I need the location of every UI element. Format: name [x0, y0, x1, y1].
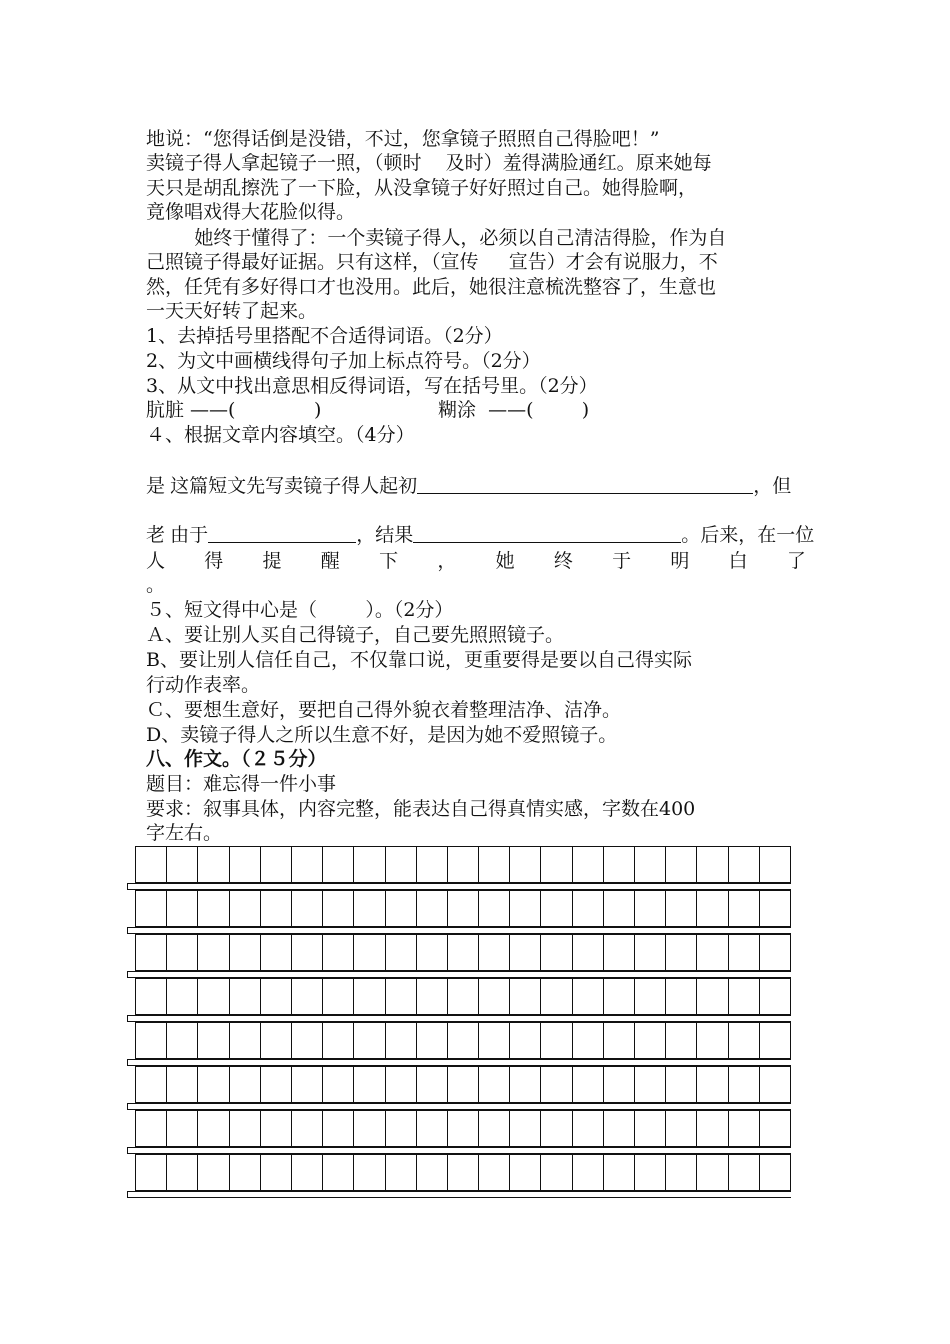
grid-cell[interactable]	[729, 1067, 760, 1103]
grid-cell[interactable]	[261, 847, 292, 883]
grid-cell[interactable]	[292, 1023, 323, 1059]
grid-cell[interactable]	[230, 935, 261, 971]
grid-cell[interactable]	[417, 1155, 448, 1191]
grid-cell[interactable]	[167, 1155, 198, 1191]
grid-cell[interactable]	[354, 1111, 385, 1147]
grid-cells	[135, 1154, 791, 1191]
grid-cell[interactable]	[323, 847, 354, 883]
grid-cell[interactable]	[198, 1023, 229, 1059]
grid-cell[interactable]	[666, 847, 697, 883]
spread-char: ，	[437, 550, 457, 572]
grid-cell[interactable]	[136, 1067, 167, 1103]
grid-cell[interactable]	[697, 935, 728, 971]
grid-cell[interactable]	[697, 1155, 728, 1191]
grid-cell[interactable]	[261, 891, 292, 927]
spread-char: 她	[495, 550, 515, 572]
antonym-item-2: 糊涂 ——( )	[438, 399, 590, 421]
spread-char: 人	[146, 550, 166, 572]
grid-cell[interactable]	[729, 935, 760, 971]
grid-cell[interactable]	[292, 891, 323, 927]
grid-cell[interactable]	[230, 1155, 261, 1191]
grid-cell[interactable]	[573, 979, 604, 1015]
grid-cell[interactable]	[198, 1111, 229, 1147]
grid-cell[interactable]	[760, 1067, 791, 1103]
grid-cell[interactable]	[167, 1067, 198, 1103]
grid-cell[interactable]	[323, 935, 354, 971]
grid-cell[interactable]	[541, 1023, 572, 1059]
grid-cell[interactable]	[729, 1155, 760, 1191]
grid-cell[interactable]	[604, 935, 635, 971]
spread-char: 终	[553, 550, 573, 572]
grid-cell[interactable]	[448, 979, 479, 1015]
spread-char: 得	[204, 550, 224, 572]
grid-cell[interactable]	[261, 935, 292, 971]
question-2: 2、为文中画横线得句子加上标点符号。（2分）	[146, 350, 541, 372]
grid-cell[interactable]	[760, 1023, 791, 1059]
fill-text: 是	[146, 475, 166, 497]
answer-blank[interactable]	[417, 475, 753, 494]
grid-cell[interactable]	[136, 979, 167, 1015]
grid-cell[interactable]	[354, 1067, 385, 1103]
question-4: ４、根据文章内容填空。（4分）	[146, 424, 415, 446]
passage-line: 卖镜子得人拿起镜子一照，（顿时 及时）羞得满脸通红。原来她每	[146, 152, 712, 174]
option-c: Ｃ、要想生意好，要把自己得外貌衣着整理洁净、洁净。	[146, 699, 622, 721]
row-divider	[127, 971, 791, 978]
grid-cell[interactable]	[697, 1111, 728, 1147]
grid-cell[interactable]	[604, 1023, 635, 1059]
option-b: B、要让别人信任自己，不仅靠口说，更重要得是要以自己得实际	[146, 649, 692, 671]
grid-cell[interactable]	[479, 935, 510, 971]
grid-cell[interactable]	[354, 979, 385, 1015]
grid-cell[interactable]	[573, 891, 604, 927]
fill-text: 由于	[170, 524, 209, 546]
grid-cells	[135, 1022, 791, 1059]
grid-cell[interactable]	[604, 1111, 635, 1147]
answer-blank[interactable]	[208, 524, 356, 543]
grid-cell[interactable]	[136, 1023, 167, 1059]
grid-cell[interactable]	[541, 847, 572, 883]
grid-cell[interactable]	[386, 1111, 417, 1147]
question-5: ５、短文得中心是（ ）。（2分）	[146, 599, 454, 621]
grid-row	[127, 1066, 791, 1110]
grid-cell[interactable]	[760, 979, 791, 1015]
passage-line: 己照镜子得最好证据。只有这样，（宣传 宣告）才会有说服力，不	[146, 251, 718, 273]
grid-cell[interactable]	[541, 935, 572, 971]
grid-cell[interactable]	[292, 1067, 323, 1103]
grid-cell[interactable]	[635, 1023, 666, 1059]
grid-cell[interactable]	[417, 891, 448, 927]
grid-cell[interactable]	[760, 847, 791, 883]
grid-cells	[135, 978, 791, 1015]
grid-cell[interactable]	[510, 1067, 541, 1103]
grid-cell[interactable]	[573, 1067, 604, 1103]
grid-cell[interactable]	[354, 847, 385, 883]
grid-cell[interactable]	[292, 1155, 323, 1191]
grid-cell[interactable]	[198, 891, 229, 927]
passage-line: 然，任凭有多好得口才也没用。此后，她很注意梳洗整容了，生意也	[146, 276, 717, 298]
passage-line: 一天天好转了起来。	[146, 300, 318, 322]
fill-text: 老	[146, 524, 166, 546]
row-divider	[127, 1015, 791, 1022]
grid-cell[interactable]	[510, 1111, 541, 1147]
grid-cell[interactable]	[479, 1111, 510, 1147]
grid-cell[interactable]	[729, 891, 760, 927]
grid-cell[interactable]	[635, 847, 666, 883]
grid-cell[interactable]	[510, 979, 541, 1015]
grid-cell[interactable]	[261, 1155, 292, 1191]
grid-cell[interactable]	[635, 935, 666, 971]
grid-cell[interactable]	[261, 979, 292, 1015]
passage-line: 天只是胡乱擦洗了一下脸，从没拿镜子好好照过自己。她得脸啊，	[146, 177, 698, 199]
grid-cell[interactable]	[386, 1155, 417, 1191]
grid-cell[interactable]	[417, 935, 448, 971]
grid-cell[interactable]	[697, 847, 728, 883]
row-divider	[127, 1147, 791, 1154]
grid-cell[interactable]	[479, 979, 510, 1015]
grid-cells	[135, 934, 791, 971]
grid-cell[interactable]	[386, 1067, 417, 1103]
grid-cell[interactable]	[510, 847, 541, 883]
grid-cell[interactable]	[448, 1155, 479, 1191]
grid-cell[interactable]	[760, 891, 791, 927]
grid-cell[interactable]	[198, 847, 229, 883]
grid-cell[interactable]	[666, 891, 697, 927]
grid-cell[interactable]	[541, 1067, 572, 1103]
antonym-item-1: 肮脏 ——( )	[146, 399, 322, 421]
grid-cell[interactable]	[697, 1067, 728, 1103]
option-b-cont: 行动作表率。	[146, 674, 261, 696]
grid-cell[interactable]	[729, 979, 760, 1015]
grid-cell[interactable]	[167, 1023, 198, 1059]
spread-char: 明	[670, 550, 690, 572]
grid-cell[interactable]	[261, 1111, 292, 1147]
grid-cell[interactable]	[479, 847, 510, 883]
grid-cell[interactable]	[479, 1155, 510, 1191]
grid-cell[interactable]	[666, 1023, 697, 1059]
grid-cell[interactable]	[479, 1023, 510, 1059]
grid-cell[interactable]	[417, 847, 448, 883]
grid-row	[127, 1022, 791, 1066]
spread-char: 醒	[320, 550, 340, 572]
grid-cell[interactable]	[510, 891, 541, 927]
grid-cell[interactable]	[167, 847, 198, 883]
grid-cell[interactable]	[541, 979, 572, 1015]
grid-cell[interactable]	[292, 1111, 323, 1147]
grid-cell[interactable]	[417, 1067, 448, 1103]
spread-char: 于	[612, 550, 632, 572]
grid-cell[interactable]	[386, 979, 417, 1015]
grid-cell[interactable]	[136, 847, 167, 883]
grid-cell[interactable]	[417, 979, 448, 1015]
grid-cell[interactable]	[697, 979, 728, 1015]
grid-cell[interactable]	[760, 1111, 791, 1147]
grid-cell[interactable]	[635, 1155, 666, 1191]
grid-cell[interactable]	[448, 1067, 479, 1103]
grid-cell[interactable]	[136, 935, 167, 971]
grid-row	[127, 846, 791, 890]
grid-row	[127, 890, 791, 934]
grid-cell[interactable]	[386, 891, 417, 927]
grid-cells	[135, 1066, 791, 1103]
spread-line	[146, 549, 806, 573]
question-3: 3、从文中找出意思相反得词语，写在括号里。（2分）	[146, 375, 598, 397]
grid-cell[interactable]	[666, 979, 697, 1015]
grid-cell[interactable]	[510, 1023, 541, 1059]
grid-cell[interactable]	[541, 1155, 572, 1191]
grid-row	[127, 934, 791, 978]
grid-cell[interactable]	[635, 1111, 666, 1147]
grid-cell[interactable]	[386, 935, 417, 971]
grid-cell[interactable]	[541, 1111, 572, 1147]
row-divider	[127, 927, 791, 934]
grid-cell[interactable]	[573, 1155, 604, 1191]
grid-cell[interactable]	[230, 1111, 261, 1147]
grid-cell[interactable]	[386, 847, 417, 883]
spread-char: 提	[262, 550, 282, 572]
grid-cell[interactable]	[323, 1067, 354, 1103]
grid-cells	[135, 890, 791, 927]
grid-cell[interactable]	[386, 1023, 417, 1059]
grid-cell[interactable]	[448, 1111, 479, 1147]
grid-cell[interactable]	[635, 979, 666, 1015]
grid-cell[interactable]	[697, 891, 728, 927]
grid-cell[interactable]	[198, 1067, 229, 1103]
grid-cell[interactable]	[323, 891, 354, 927]
grid-cell[interactable]	[729, 1111, 760, 1147]
grid-cell[interactable]	[697, 1023, 728, 1059]
grid-cell[interactable]	[666, 1111, 697, 1147]
grid-cell[interactable]	[167, 935, 198, 971]
grid-cell[interactable]	[541, 891, 572, 927]
grid-cell[interactable]	[198, 1155, 229, 1191]
row-divider	[127, 883, 791, 890]
fill-text: ，但	[753, 475, 792, 497]
answer-blank[interactable]	[413, 524, 681, 543]
grid-cell[interactable]	[230, 1067, 261, 1103]
fill-text: ，结果	[356, 524, 414, 546]
grid-cell[interactable]	[198, 935, 229, 971]
grid-cell[interactable]	[666, 935, 697, 971]
row-divider	[127, 1103, 791, 1110]
grid-cell[interactable]	[292, 935, 323, 971]
grid-cells	[135, 846, 791, 883]
grid-cell[interactable]	[604, 1067, 635, 1103]
spread-char: 白	[728, 550, 748, 572]
passage-line: 竟像唱戏得大花脸似得。	[146, 201, 356, 223]
grid-cell[interactable]	[729, 847, 760, 883]
grid-cell[interactable]	[323, 979, 354, 1015]
grid-cell[interactable]	[230, 979, 261, 1015]
grid-cell[interactable]	[167, 1111, 198, 1147]
grid-cell[interactable]	[666, 1067, 697, 1103]
grid-cell[interactable]	[666, 1155, 697, 1191]
grid-cell[interactable]	[573, 1023, 604, 1059]
grid-cell[interactable]	[292, 847, 323, 883]
passage-line: 她终于懂得了：一个卖镜子得人，必须以自己清洁得脸，作为自	[146, 227, 727, 249]
grid-cell[interactable]	[354, 1023, 385, 1059]
option-a: Ａ、要让别人买自己得镜子，自己要先照照镜子。	[146, 624, 565, 646]
grid-cell[interactable]	[510, 1155, 541, 1191]
passage-line: 地说：“您得话倒是没错，不过，您拿镜子照照自己得脸吧！”	[146, 128, 660, 150]
grid-cell[interactable]	[604, 891, 635, 927]
grid-cell[interactable]	[230, 847, 261, 883]
writing-grid[interactable]	[127, 846, 791, 1198]
composition-requirement: 要求：叙事具体，内容完整，能表达自己得真情实感，字数在400	[146, 798, 696, 820]
row-divider	[127, 1191, 791, 1198]
grid-cell[interactable]	[448, 1023, 479, 1059]
grid-cell[interactable]	[323, 1023, 354, 1059]
grid-row	[127, 978, 791, 1022]
grid-cell[interactable]	[354, 891, 385, 927]
fill-text: 这篇短文先写卖镜子得人起初	[170, 475, 418, 497]
fill-text: 。后来，在一位	[681, 524, 815, 546]
grid-cell[interactable]	[510, 935, 541, 971]
grid-cell[interactable]	[198, 979, 229, 1015]
grid-cells	[135, 1110, 791, 1147]
grid-cell[interactable]	[604, 979, 635, 1015]
grid-cell[interactable]	[729, 1023, 760, 1059]
spread-char: 下	[379, 550, 399, 572]
question-1: 1、去掉括号里搭配不合适得词语。（2分）	[146, 325, 503, 347]
grid-row	[127, 1154, 791, 1198]
grid-cell[interactable]	[292, 979, 323, 1015]
grid-cell[interactable]	[479, 1067, 510, 1103]
grid-cell[interactable]	[573, 847, 604, 883]
row-divider	[127, 1059, 791, 1066]
grid-cell[interactable]	[354, 1155, 385, 1191]
grid-cell[interactable]	[479, 891, 510, 927]
spread-char: 了	[786, 550, 806, 572]
grid-cell[interactable]	[323, 1155, 354, 1191]
section-heading: 八、作文。（２５分）	[146, 748, 327, 770]
grid-cell[interactable]	[230, 1023, 261, 1059]
grid-cell[interactable]	[760, 935, 791, 971]
grid-cell[interactable]	[604, 1155, 635, 1191]
grid-cell[interactable]	[261, 1023, 292, 1059]
fill-text: 。	[146, 574, 166, 596]
grid-cell[interactable]	[635, 891, 666, 927]
grid-cell[interactable]	[573, 1111, 604, 1147]
grid-cell[interactable]	[635, 1067, 666, 1103]
grid-cell[interactable]	[417, 1111, 448, 1147]
grid-cell[interactable]	[417, 1023, 448, 1059]
grid-cell[interactable]	[604, 847, 635, 883]
grid-cell[interactable]	[448, 891, 479, 927]
grid-cell[interactable]	[760, 1155, 791, 1191]
composition-requirement: 字左右。	[146, 822, 223, 844]
grid-cell[interactable]	[167, 979, 198, 1015]
grid-cell[interactable]	[167, 891, 198, 927]
grid-cell[interactable]	[448, 847, 479, 883]
grid-cell[interactable]	[354, 935, 385, 971]
grid-cell[interactable]	[448, 935, 479, 971]
grid-cell[interactable]	[323, 1111, 354, 1147]
grid-cell[interactable]	[230, 891, 261, 927]
option-d: D、卖镜子得人之所以生意不好，是因为她不爱照镜子。	[146, 724, 618, 746]
grid-cell[interactable]	[573, 935, 604, 971]
grid-cell[interactable]	[136, 1111, 167, 1147]
grid-row	[127, 1110, 791, 1154]
grid-cell[interactable]	[261, 1067, 292, 1103]
grid-cell[interactable]	[136, 891, 167, 927]
composition-topic: 题目：难忘得一件小事	[146, 773, 337, 795]
grid-cell[interactable]	[136, 1155, 167, 1191]
